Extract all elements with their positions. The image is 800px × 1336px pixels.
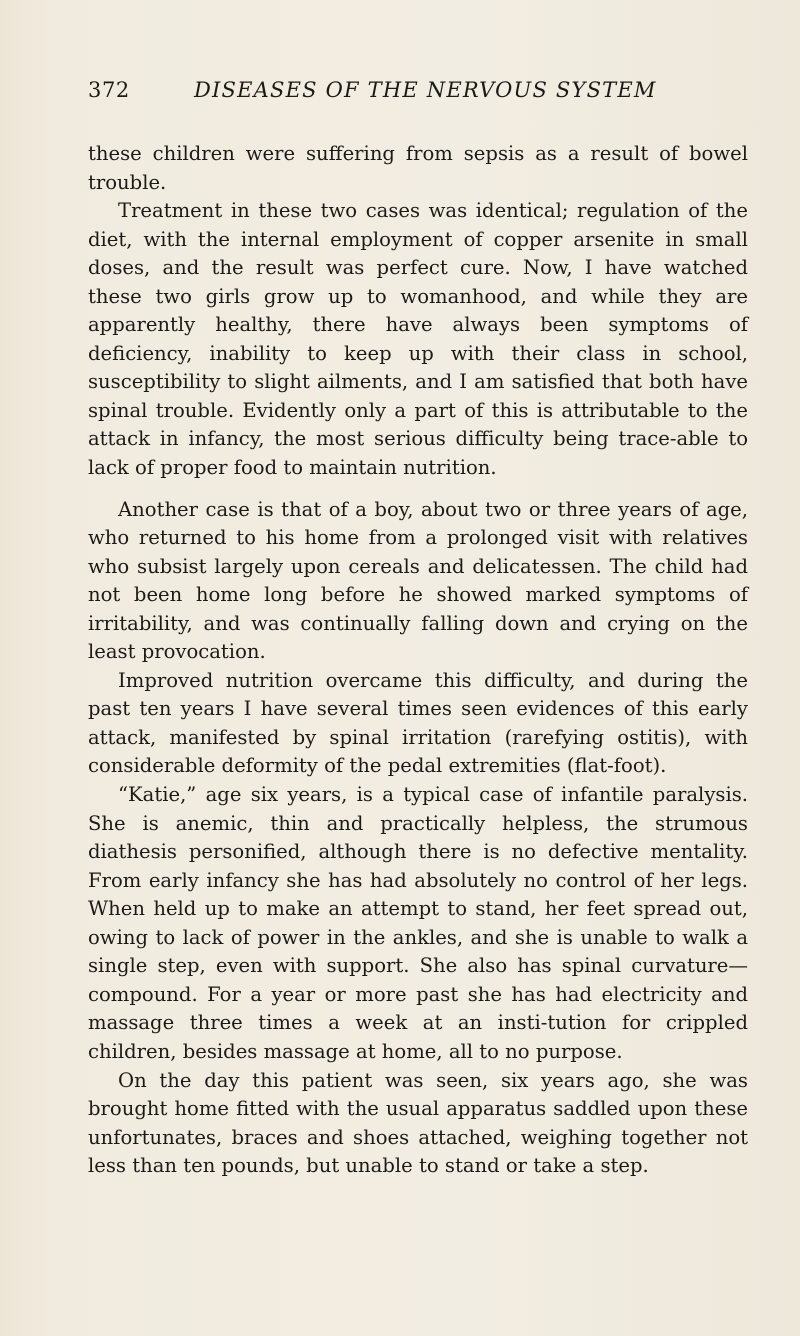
paragraph-continuation: these children were suffering from sepsis as a result of bowel trouble.: [88, 142, 748, 194]
paragraph-katie-case: “Katie,” age six years, is a typical case of infantile paralysis. She is anemic, thin and practically helpless, the strumous diathesis personified, although there is no defective mentality. From early infancy she has had absolutely no control of her legs. When held up to make an attempt to stand, her feet spread out, owing to lack of power in the ankles, and she is unable to walk a single step, even with support. She also has spinal curvature—compound. For a year or more past she has had electricity and massage three times a week at an insti-tution for crippled children, besides massage at home, all to no purpose.: [88, 783, 748, 1063]
paragraph-improved-nutrition: Improved nutrition overcame this difficulty, and during the past ten years I have several times seen evidences of this early attack, manifested by spinal irritation (rarefying ostitis), with considerable deformity of the pedal extremities (flat-foot).: [88, 668, 748, 778]
paragraph-boy-case: Another case is that of a boy, about two or three years of age, who returned to his home from a prolonged visit with relatives who subsist largely upon cereals and delicatessen. The child had not been home long before he showed marked symptoms of irritability, and was continually falling down and crying on the least provocation.: [88, 497, 748, 664]
page-number: 372: [88, 78, 130, 102]
body-text: [88, 140, 748, 1181]
running-title: DISEASES OF THE NERVOUS SYSTEM: [194, 78, 657, 102]
paragraph-treatment: Treatment in these two cases was identical; regulation of the diet, with the internal employment of copper arsenite in small doses, and the result was perfect cure. Now, I have watched these two girls grow up to womanhood, and while they are apparently healthy, there have always been symptoms of deficiency, inability to keep up with their class in school, susceptibility to slight ailments, and I am satisfied that both have spinal trouble. Evidently only a part of this is attributable to the attack in infancy, the most serious difficulty being trace-able to lack of proper food to maintain nutrition.: [88, 199, 748, 480]
paragraph-patient-seen: On the day this patient was seen, six years ago, she was brought home fitted with the usual apparatus saddled upon these unfortunates, braces and shoes attached, weighing together not less than ten pounds, but unable to stand or take a step.: [88, 1068, 748, 1178]
page-header: [88, 78, 748, 114]
